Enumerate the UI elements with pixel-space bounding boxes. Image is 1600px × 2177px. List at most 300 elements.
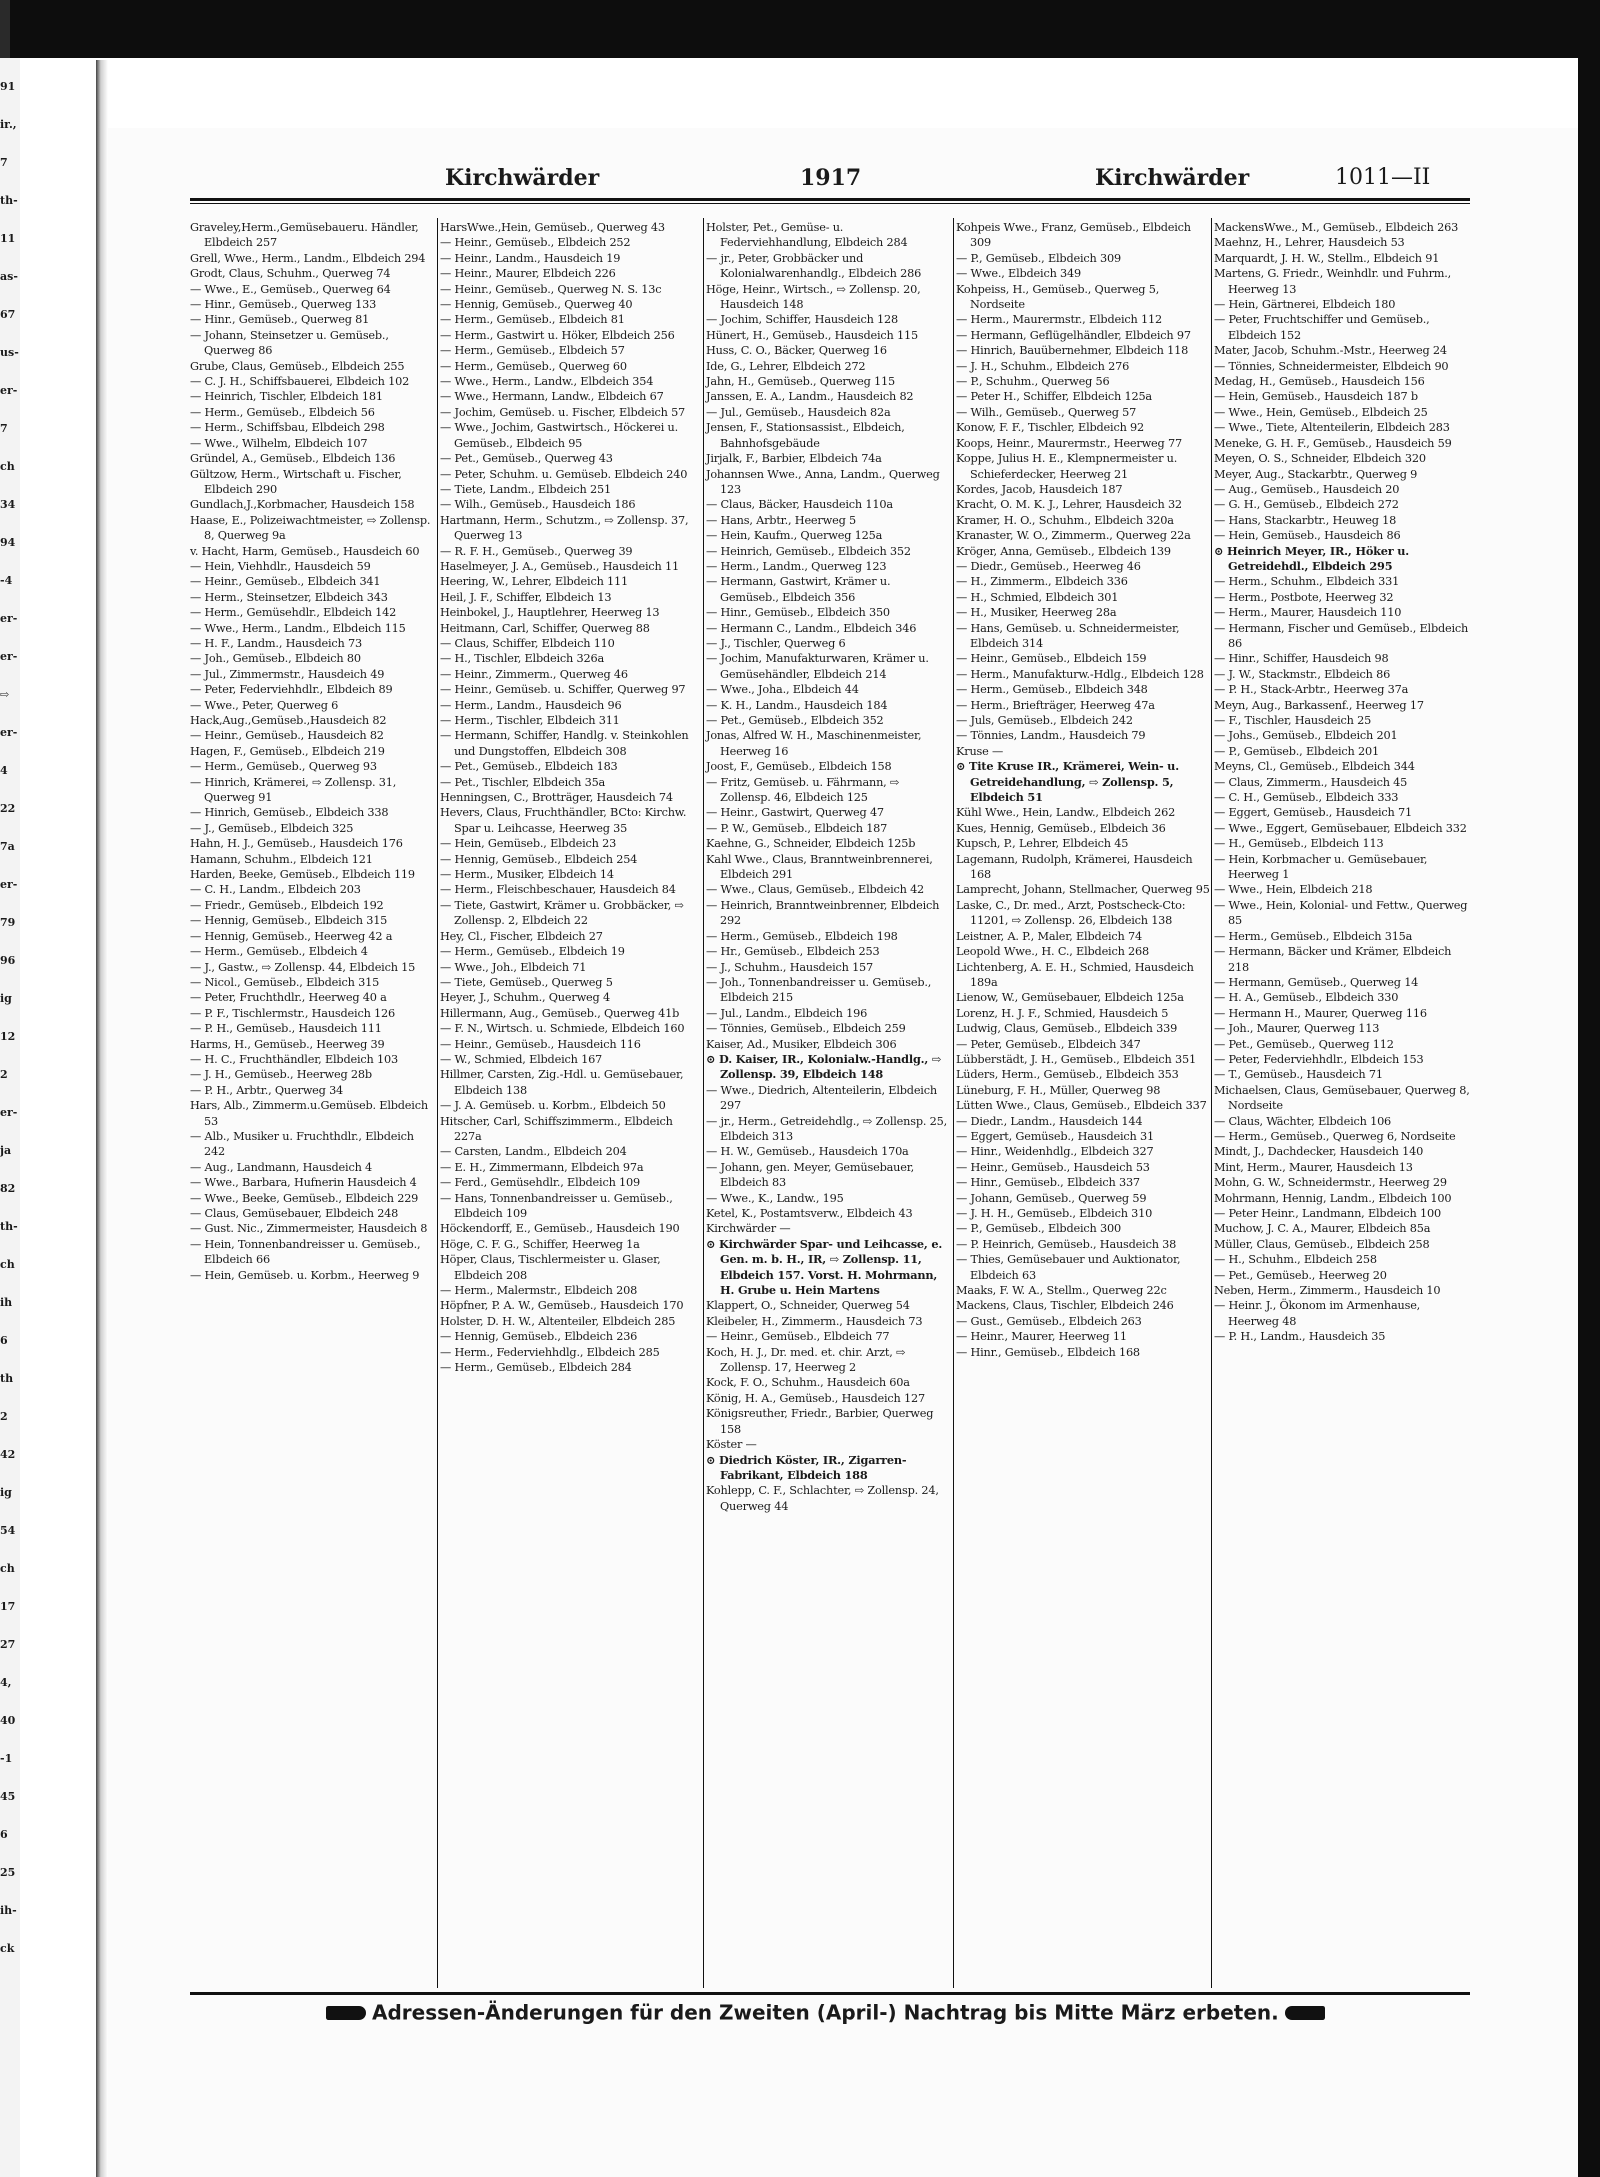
- directory-entry: Höpfner, P. A. W., Gemüseb., Hausdeich 170: [440, 1299, 684, 1313]
- header-rule-thin: [190, 203, 1470, 204]
- directory-entry: — Hinrich, Gemüseb., Elbdeich 338: [190, 806, 389, 820]
- directory-entry: — Jul., Landm., Elbdeich 196: [706, 1006, 868, 1020]
- directory-entry: — F. N., Wirtsch. u. Schmiede, Elbdeich 160: [440, 1022, 685, 1036]
- directory-entry: — Wwe., Herm., Landw., Elbdeich 354: [440, 375, 654, 389]
- directory-entry: Meneke, G. H. F., Gemüseb., Hausdeich 59: [1214, 436, 1452, 450]
- directory-entry: Lübberstädt, J. H., Gemüseb., Elbdeich 351: [956, 1052, 1196, 1066]
- directory-entry: Kruse —: [956, 744, 1004, 758]
- directory-column: [706, 220, 952, 1514]
- directory-entry: — Heinr., Maurer, Heerweg 11: [956, 1330, 1127, 1344]
- directory-entry: Neben, Herm., Zimmerm., Hausdeich 10: [1214, 1284, 1441, 1298]
- footer-rule: [190, 1992, 1470, 1995]
- directory-entry: — Heinr., Gemüseb., Hausdeich 53: [956, 1160, 1150, 1174]
- directory-entry: — Herm., Gemüseb., Elbdeich 57: [440, 344, 625, 358]
- directory-entry: Hahn, H. J., Gemüseb., Hausdeich 176: [190, 837, 403, 851]
- directory-entry: — Herm., Schiffsbau, Elbdeich 298: [190, 421, 385, 435]
- directory-entry: — K. H., Landm., Hausdeich 184: [706, 698, 888, 712]
- directory-entry: — J. H., Gemüseb., Heerweg 28b: [190, 1068, 372, 1082]
- directory-entry: Meyer, Aug., Stackarbtr., Querweg 9: [1214, 467, 1418, 481]
- directory-entry: Mint, Herm., Maurer, Hausdeich 13: [1214, 1160, 1413, 1174]
- previous-page-text: 82: [0, 1182, 16, 1195]
- directory-entry: — Herm., Gemüseb., Querweg 6, Nordseite: [1214, 1129, 1456, 1143]
- directory-entry: Hey, Cl., Fischer, Elbdeich 27: [440, 929, 603, 943]
- previous-page-text: 6: [0, 1828, 8, 1841]
- directory-entry: — Wilh., Gemüseb., Querweg 57: [956, 405, 1137, 419]
- previous-page-text: ch: [0, 460, 15, 473]
- directory-entry: — Herm., Landm., Querweg 123: [706, 559, 887, 573]
- column-divider: [703, 218, 704, 1988]
- page-number: 1011—II: [1335, 165, 1431, 190]
- directory-entry: Grell, Wwe., Herm., Landm., Elbdeich 294: [190, 251, 426, 265]
- previous-page-text: 2: [0, 1410, 8, 1423]
- directory-entry: Kranaster, W. O., Zimmerm., Querweg 22a: [956, 529, 1191, 543]
- previous-page-text: ⇨: [0, 688, 10, 701]
- directory-entry: Kühl Wwe., Hein, Landw., Elbdeich 262: [956, 806, 1176, 820]
- previous-page-text: ch: [0, 1562, 15, 1575]
- directory-entry: Kleibeler, H., Zimmerm., Hausdeich 73: [706, 1314, 923, 1328]
- directory-entry: — Wwe., Beeke, Gemüseb., Elbdeich 229: [190, 1191, 419, 1205]
- directory-entry: — Pet., Gemüseb., Elbdeich 352: [706, 714, 884, 727]
- previous-page-text: 45: [0, 1790, 16, 1803]
- directory-entry: Hagen, F., Gemüseb., Elbdeich 219: [190, 744, 385, 758]
- scan-border-top: [0, 0, 1600, 58]
- directory-entry: — H., Schuhm., Elbdeich 258: [1214, 1253, 1377, 1267]
- directory-entry: Maaks, F. W. A., Stellm., Querweg 22c: [956, 1284, 1167, 1298]
- directory-entry: — Herm., Gemüseb., Elbdeich 315a: [1214, 929, 1413, 943]
- directory-entry: — Hein, Kaufm., Querweg 125a: [706, 529, 883, 543]
- directory-entry: — Tiete, Gemüseb., Querweg 5: [440, 975, 613, 989]
- directory-entry: — H. W., Gemüseb., Hausdeich 170a: [706, 1145, 909, 1159]
- previous-page-text: th-: [0, 194, 18, 207]
- directory-entry: Grodt, Claus, Schuhm., Querweg 74: [190, 267, 391, 281]
- previous-page-text: 34: [0, 498, 16, 511]
- directory-entry: — Peter, Schuhm. u. Gemüseb. Elbdeich 240: [440, 467, 688, 481]
- directory-entry: — E. H., Zimmermann, Elbdeich 97a: [440, 1160, 644, 1174]
- directory-entry: — Juls, Gemüseb., Elbdeich 242: [956, 714, 1133, 727]
- directory-entry: Heering, W., Lehrer, Elbdeich 111: [440, 575, 629, 589]
- directory-entry: — Johann, gen. Meyer, Gemüsebauer, Elbdeich 83: [706, 1160, 915, 1190]
- directory-entry: — J. W., Stackmstr., Elbdeich 86: [1214, 667, 1391, 681]
- directory-entry: Höge, C. F. G., Schiffer, Heerweg 1a: [440, 1237, 640, 1251]
- directory-entry: Jonas, Alfred W. H., Maschinenmeister, Heerweg 16: [706, 729, 922, 758]
- directory-entry: — Diedr., Landm., Hausdeich 144: [956, 1114, 1143, 1128]
- column-divider: [1211, 218, 1212, 1988]
- directory-entry: — Johann, Gemüseb., Querweg 59: [956, 1191, 1147, 1205]
- previous-page-text: 17: [0, 1600, 16, 1613]
- directory-entry: Kohlepp, C. F., Schlachter, ⇨ Zollensp. 24, Querweg 44: [706, 1484, 939, 1513]
- footer-notice-text: Adressen-Änderungen für den Zweiten (April-) Nachtrag bis Mitte März erbeten.: [372, 2000, 1279, 2025]
- directory-entry: — Hr., Gemüseb., Elbdeich 253: [706, 945, 880, 959]
- directory-entry: — Wwe., Eggert, Gemüsebauer, Elbdeich 332: [1214, 821, 1467, 835]
- directory-entry: — Herm., Gemüseb., Elbdeich 198: [706, 929, 898, 943]
- directory-entry: — Hermann, Gemüseb., Querweg 14: [1214, 975, 1419, 989]
- directory-entry: — Tiete, Gastwirt, Krämer u. Grobbäcker, ⇨ Zollensp. 2, Elbdeich 22: [440, 898, 684, 928]
- scan-border-right: [1578, 0, 1600, 2177]
- directory-entry: — Hans, Stackarbtr., Heuweg 18: [1214, 513, 1397, 527]
- directory-entry: — J., Schuhm., Hausdeich 157: [706, 960, 874, 974]
- directory-entry: Hevers, Claus, Fruchthändler, BCto: Kirchw. Spar u. Leihcasse, Heerweg 35: [440, 806, 687, 835]
- book-gutter: [96, 60, 108, 2177]
- directory-entry: Holster, Pet., Gemüse- u. Federviehhandlung, Elbdeich 284: [706, 221, 908, 250]
- directory-entry: — Hein, Gärtnerei, Elbdeich 180: [1214, 298, 1396, 312]
- directory-entry: — Hermann H., Maurer, Querweg 116: [1214, 1006, 1427, 1020]
- directory-entry: — Hein, Tonnenbandreisser u. Gemüseb., Elbdeich 66: [190, 1237, 421, 1267]
- directory-entry: Lüneburg, F. H., Müller, Querweg 98: [956, 1083, 1161, 1097]
- directory-entry: — Wwe., Hein, Elbdeich 218: [1214, 883, 1373, 897]
- directory-entry: Höper, Claus, Tischlermeister u. Glaser, Elbdeich 208: [440, 1253, 661, 1282]
- directory-entry: Höckendorff, E., Gemüseb., Hausdeich 190: [440, 1222, 680, 1236]
- previous-page-text: ih: [0, 1296, 13, 1309]
- directory-entry: — Hennig, Gemüseb., Querweg 40: [440, 298, 633, 312]
- directory-entry: Lagemann, Rudolph, Krämerei, Hausdeich 168: [956, 852, 1193, 882]
- previous-page-text: ih-: [0, 1904, 17, 1917]
- directory-entry: — Peter, Fruchthdlr., Heerweg 40 a: [190, 991, 387, 1005]
- directory-entry: — Gust. Nic., Zimmermeister, Hausdeich 8: [190, 1222, 428, 1236]
- directory-entry: — Herm., Schuhm., Elbdeich 331: [1214, 575, 1400, 589]
- directory-entry: — Herm., Briefträger, Heerweg 47a: [956, 698, 1155, 712]
- previous-page-text: 67: [0, 308, 16, 321]
- directory-entry: — Jul., Zimmermstr., Hausdeich 49: [190, 667, 385, 681]
- directory-entry: — Hinr., Gemüseb., Elbdeich 168: [956, 1345, 1140, 1359]
- previous-page-text: 2: [0, 1068, 8, 1081]
- directory-entry: — Tiete, Landm., Elbdeich 251: [440, 482, 611, 496]
- directory-entry: — Herm., Gastwirt u. Höker, Elbdeich 256: [440, 328, 675, 342]
- directory-entry: ⊙ Kirchwärder Spar- und Leihcasse, e. Gen. m. b. H., IR, ⇨ Zollensp. 11, Elbdeich 157. Vorst. H. Mohrmann, H. Grube u. Hein Martens: [706, 1236, 943, 1298]
- running-year: 1917: [800, 165, 862, 191]
- directory-entry: — Wwe., Diedrich, Altenteilerin, Elbdeich 297: [706, 1083, 937, 1113]
- directory-entry: — Tönnies, Landm., Hausdeich 79: [956, 729, 1146, 743]
- directory-entry: — Herm., Gemüseb., Elbdeich 56: [190, 405, 375, 419]
- directory-entry: — Heinr., Zimmerm., Querweg 46: [440, 667, 628, 681]
- previous-page-text: -4: [0, 574, 13, 587]
- directory-entry: — H., Gemüseb., Elbdeich 113: [1214, 837, 1384, 851]
- directory-entry: — J., Gastw., ⇨ Zollensp. 44, Elbdeich 15: [190, 960, 416, 974]
- directory-column: [190, 220, 434, 1283]
- directory-entry: Lorenz, H. J. F., Schmied, Hausdeich 5: [956, 1006, 1169, 1020]
- directory-entry: — Jochim, Schiffer, Hausdeich 128: [706, 313, 899, 327]
- directory-entry: — R. F. H., Gemüseb., Querweg 39: [440, 544, 633, 558]
- previous-page-text: ja: [0, 1144, 12, 1157]
- directory-entry: — H., Schmied, Elbdeich 301: [956, 590, 1119, 604]
- directory-entry: — Eggert, Gemüseb., Hausdeich 71: [1214, 806, 1412, 820]
- directory-entry: Kirchwärder —: [706, 1222, 791, 1236]
- directory-entry: — Nicol., Gemüseb., Elbdeich 315: [190, 975, 380, 989]
- directory-entry: Königsreuther, Friedr., Barbier, Querweg 158: [706, 1407, 934, 1436]
- directory-entry: Ketel, K., Postamtsverw., Elbdeich 43: [706, 1207, 913, 1220]
- directory-entry: — P., Schuhm., Querweg 56: [956, 375, 1110, 389]
- previous-page-text: 40: [0, 1714, 16, 1727]
- directory-entry: Harden, Beeke, Gemüseb., Elbdeich 119: [190, 868, 415, 882]
- directory-entry: Koops, Heinr., Maurermstr., Heerweg 77: [956, 436, 1182, 450]
- directory-entry: Lamprecht, Johann, Stellmacher, Querweg 95: [956, 883, 1210, 897]
- directory-entry: Gundlach,J.,Korbmacher, Hausdeich 158: [190, 498, 415, 512]
- directory-entry: — Carsten, Landm., Elbdeich 204: [440, 1145, 627, 1159]
- directory-entry: — J. H. H., Gemüseb., Elbdeich 310: [956, 1207, 1153, 1220]
- directory-entry: — Jochim, Manufakturwaren, Krämer u. Gemüsehändler, Elbdeich 214: [706, 652, 929, 681]
- directory-entry: — Hinr., Weidenhdlg., Elbdeich 327: [956, 1145, 1154, 1159]
- directory-entry: — Fritz, Gemüseb. u. Fährmann, ⇨ Zollensp. 46, Elbdeich 125: [706, 775, 900, 805]
- directory-entry: — C. H., Gemüseb., Elbdeich 333: [1214, 791, 1399, 805]
- directory-entry: — Hein, Korbmacher u. Gemüsebauer, Heerweg 1: [1214, 852, 1428, 882]
- directory-entry: Grube, Claus, Gemüseb., Elbdeich 255: [190, 359, 405, 373]
- directory-entry: — jr., Herm., Getreidehdlg., ⇨ Zollensp. 25, Elbdeich 313: [706, 1114, 948, 1143]
- directory-entry: — Wwe., Tiete, Altenteilerin, Elbdeich 283: [1214, 421, 1450, 435]
- directory-entry: — Alb., Musiker u. Fruchthdlr., Elbdeich 242: [190, 1129, 414, 1159]
- directory-entry: — Hennig, Gemüseb., Elbdeich 254: [440, 852, 638, 866]
- directory-entry: — Wwe., Hein, Kolonial- und Fettw., Querweg 85: [1214, 898, 1468, 928]
- directory-entry: — Herm., Gemüseb., Elbdeich 4: [190, 945, 368, 959]
- directory-entry: — Joh., Gemüseb., Elbdeich 80: [190, 652, 361, 666]
- directory-entry: — Wwe., Joha., Elbdeich 44: [706, 683, 859, 697]
- directory-entry: Leistner, A. P., Maler, Elbdeich 74: [956, 929, 1142, 943]
- directory-entry: Johannsen Wwe., Anna, Landm., Querweg 123: [706, 467, 940, 496]
- directory-entry: — Pet., Gemüseb., Querweg 112: [1214, 1037, 1394, 1051]
- directory-entry: — P. H., Stack-Arbtr., Heerweg 37a: [1214, 683, 1409, 697]
- previous-page-text: 96: [0, 954, 16, 967]
- pointing-hand-icon: [326, 2006, 366, 2020]
- directory-entry: — Herm., Gemüseb., Elbdeich 284: [440, 1361, 632, 1375]
- directory-entry: — Joh., Maurer, Querweg 113: [1214, 1022, 1380, 1036]
- directory-entry: — Hermann, Schiffer, Handlg. v. Steinkohlen und Dungstoffen, Elbdeich 308: [440, 729, 689, 758]
- directory-entry: Jirjalk, F., Barbier, Elbdeich 74a: [706, 452, 882, 466]
- directory-entry: — Herm., Federviehhdlg., Elbdeich 285: [440, 1345, 660, 1359]
- previous-page-text: 12: [0, 1030, 16, 1043]
- directory-entry: Haase, E., Polizeiwachtmeister, ⇨ Zollensp. 8, Querweg 9a: [190, 513, 431, 543]
- directory-entry: Müller, Claus, Gemüseb., Elbdeich 258: [1214, 1237, 1430, 1251]
- previous-page-text: 94: [0, 536, 16, 549]
- directory-entry: — Thies, Gemüsebauer und Auktionator, Elbdeich 63: [956, 1253, 1181, 1282]
- directory-entry: — Herm., Gemüseb., Elbdeich 19: [440, 945, 625, 959]
- directory-entry: HarsWwe.,Hein, Gemüseb., Querweg 43: [440, 221, 665, 234]
- directory-entry: Meyen, O. S., Schneider, Elbdeich 320: [1214, 452, 1426, 466]
- directory-entry: MackensWwe., M., Gemüseb., Elbdeich 263: [1214, 221, 1459, 234]
- directory-entry: — H. A., Gemüseb., Elbdeich 330: [1214, 991, 1399, 1005]
- directory-entry: Kues, Hennig, Gemüseb., Elbdeich 36: [956, 821, 1166, 835]
- directory-entry: — H., Tischler, Elbdeich 326a: [440, 652, 605, 666]
- directory-entry: Hünert, H., Gemüseb., Hausdeich 115: [706, 328, 918, 342]
- directory-entry: — Wwe., Hermann, Landw., Elbdeich 67: [440, 390, 664, 404]
- directory-entry: ⊙ Diedrich Köster, IR., Zigarren-Fabrikant, Elbdeich 188: [706, 1452, 907, 1482]
- directory-entry: — Friedr., Gemüseb., Elbdeich 192: [190, 898, 384, 912]
- directory-entry: Hillmer, Carsten, Zig.-Hdl. u. Gemüsebauer, Elbdeich 138: [440, 1068, 684, 1097]
- previous-page-fragment: [0, 58, 20, 2177]
- directory-entry: — Hinr., Schiffer, Hausdeich 98: [1214, 652, 1389, 666]
- directory-entry: Kröger, Anna, Gemüseb., Elbdeich 139: [956, 544, 1171, 558]
- directory-entry: Marquardt, J. H. W., Stellm., Elbdeich 91: [1214, 251, 1440, 265]
- previous-page-text: 11: [0, 232, 16, 245]
- previous-page-text: 42: [0, 1448, 16, 1461]
- directory-entry: Martens, G. Friedr., Weinhdlr. und Fuhrm., Heerweg 13: [1214, 267, 1452, 296]
- directory-entry: — Heinrich, Branntweinbrenner, Elbdeich 292: [706, 898, 940, 928]
- directory-entry: — Hermann, Geflügelhändler, Elbdeich 97: [956, 328, 1191, 342]
- directory-entry: — Wwe., Barbara, Hufnerin Hausdeich 4: [190, 1176, 417, 1190]
- previous-page-text: as-: [0, 270, 18, 283]
- directory-entry: Koppe, Julius H. E., Klempnermeister u. Schieferdecker, Heerweg 21: [956, 452, 1178, 481]
- previous-page-text: ig: [0, 992, 12, 1005]
- directory-entry: Hars, Alb., Zimmerm.u.Gemüseb. Elbdeich 53: [190, 1099, 428, 1128]
- directory-entry: — P., Gemüseb., Elbdeich 300: [956, 1222, 1121, 1236]
- directory-entry: — Gust., Gemüseb., Elbdeich 263: [956, 1314, 1142, 1328]
- directory-entry: Mackens, Claus, Tischler, Elbdeich 246: [956, 1299, 1174, 1313]
- directory-entry: — Jochim, Gemüseb. u. Fischer, Elbdeich 57: [440, 405, 686, 419]
- directory-entry: Heitmann, Carl, Schiffer, Querweg 88: [440, 621, 650, 635]
- directory-entry: — H. F., Landm., Hausdeich 73: [190, 636, 362, 650]
- directory-entry: — Peter, Federviehhdlr., Elbdeich 153: [1214, 1052, 1424, 1066]
- directory-entry: — Herm., Gemüsehdlr., Elbdeich 142: [190, 606, 397, 620]
- directory-entry: — Hinr., Gemüseb., Querweg 133: [190, 298, 377, 312]
- directory-entry: — P. F., Tischlermstr., Hausdeich 126: [190, 1006, 396, 1020]
- directory-entry: — Jul., Gemüseb., Hausdeich 82a: [706, 405, 891, 419]
- column-divider: [437, 218, 438, 1988]
- directory-entry: — Heinrich, Gemüseb., Elbdeich 352: [706, 544, 911, 558]
- directory-entry: Köster —: [706, 1438, 757, 1452]
- directory-entry: Muchow, J. C. A., Maurer, Elbdeich 85a: [1214, 1222, 1431, 1236]
- directory-entry: — Heinr., Gemüseb., Elbdeich 341: [190, 575, 381, 589]
- directory-entry: Mohn, G. W., Schneidermstr., Heerweg 29: [1214, 1176, 1447, 1190]
- directory-entry: — Aug., Landmann, Hausdeich 4: [190, 1160, 373, 1174]
- directory-entry: Meyns, Cl., Gemüseb., Elbdeich 344: [1214, 760, 1415, 774]
- directory-entry: — Hinrich, Bauübernehmer, Elbdeich 118: [956, 344, 1189, 358]
- directory-entry: — Hein, Gemüseb., Elbdeich 23: [440, 837, 617, 851]
- directory-entry: Hack,Aug.,Gemüseb.,Hausdeich 82: [190, 714, 387, 727]
- directory-entry: v. Hacht, Harm, Gemüseb., Hausdeich 60: [190, 544, 420, 558]
- directory-entry: — H., Zimmerm., Elbdeich 336: [956, 575, 1128, 589]
- directory-entry: — Hinr., Gemüseb., Querweg 81: [190, 313, 370, 327]
- directory-entry: Klappert, O., Schneider, Querweg 54: [706, 1299, 910, 1313]
- directory-entry: Hartmann, Herm., Schutzm., ⇨ Zollensp. 37, Querweg 13: [440, 513, 689, 543]
- directory-entry: — Heinr., Maurer, Elbdeich 226: [440, 267, 616, 281]
- directory-entry: — Pet., Gemüseb., Heerweg 20: [1214, 1268, 1387, 1282]
- directory-entry: — jr., Peter, Grobbäcker und Kolonialwarenhandlg., Elbdeich 286: [706, 251, 922, 281]
- directory-column: [1214, 220, 1470, 1345]
- directory-entry: — Pet., Gemüseb., Elbdeich 183: [440, 760, 618, 774]
- directory-entry: — Hermann, Bäcker und Krämer, Elbdeich 218: [1214, 945, 1452, 974]
- directory-entry: — Herm., Gemüseb., Elbdeich 81: [440, 313, 625, 327]
- directory-entry: — Hennig, Gemüseb., Elbdeich 236: [440, 1330, 638, 1344]
- directory-entry: Lütten Wwe., Claus, Gemüseb., Elbdeich 337: [956, 1099, 1207, 1113]
- previous-page-text: 7a: [0, 840, 15, 853]
- previous-page-text: ck: [0, 1942, 15, 1955]
- directory-entry: — Hermann C., Landm., Elbdeich 346: [706, 621, 917, 635]
- directory-entry: — Heinr., Gemüseb., Elbdeich 252: [440, 236, 631, 250]
- directory-entry: — Claus, Gemüsebauer, Elbdeich 248: [190, 1207, 399, 1220]
- directory-entry: — Wwe., Joh., Elbdeich 71: [440, 960, 587, 974]
- directory-entry: — Wwe., Elbdeich 349: [956, 267, 1082, 281]
- directory-entry: — Peter, Gemüseb., Elbdeich 347: [956, 1037, 1141, 1051]
- directory-entry: — Tönnies, Gemüseb., Elbdeich 259: [706, 1022, 906, 1036]
- directory-entry: Joost, F., Gemüseb., Elbdeich 158: [706, 760, 892, 774]
- previous-page-text: 22: [0, 802, 16, 815]
- directory-entry: — Wwe., E., Gemüseb., Querweg 64: [190, 282, 391, 296]
- directory-entry: — Hinr., Gemüseb., Elbdeich 350: [706, 606, 890, 620]
- previous-page-text: 7: [0, 422, 8, 435]
- directory-entry: Lienow, W., Gemüsebauer, Elbdeich 125a: [956, 991, 1184, 1005]
- previous-page-text: 4: [0, 764, 8, 777]
- directory-entry: — Diedr., Gemüseb., Heerweg 46: [956, 559, 1141, 573]
- previous-page-text: ig: [0, 1486, 12, 1499]
- directory-entry: — Heinr. J., Ökonom im Armenhause, Heerweg 48: [1214, 1299, 1421, 1328]
- directory-entry: Gründel, A., Gemüseb., Elbdeich 136: [190, 452, 396, 466]
- directory-entry: — P. W., Gemüseb., Elbdeich 187: [706, 821, 888, 835]
- directory-entry: Kock, F. O., Schuhm., Hausdeich 60a: [706, 1376, 910, 1390]
- footer-notice: [320, 1999, 1350, 2025]
- directory-entry: — Heinrich, Tischler, Elbdeich 181: [190, 390, 383, 404]
- directory-entry: — Hans, Gemüseb. u. Schneidermeister, Elbdeich 314: [956, 621, 1180, 650]
- directory-entry: — T., Gemüseb., Hausdeich 71: [1214, 1068, 1383, 1082]
- directory-entry: — Pet., Tischler, Elbdeich 35a: [440, 775, 606, 789]
- directory-entry: — Herm., Steinsetzer, Elbdeich 343: [190, 590, 388, 604]
- directory-entry: — Wwe., Wilhelm, Elbdeich 107: [190, 436, 368, 450]
- directory-entry: Haselmeyer, J. A., Gemüseb., Hausdeich 11: [440, 559, 679, 573]
- directory-entry: Janssen, E. A., Landm., Hausdeich 82: [706, 390, 914, 404]
- directory-entry: ⊙ Heinrich Meyer, IR., Höker u. Getreidehdl., Elbdeich 295: [1214, 543, 1409, 573]
- previous-page-text: 7: [0, 156, 8, 169]
- directory-entry: Henningsen, C., Brotträger, Hausdeich 74: [440, 791, 673, 805]
- directory-entry: — Herm., Maurer, Hausdeich 110: [1214, 606, 1402, 620]
- directory-entry: — Heinr., Gemüseb., Elbdeich 159: [956, 652, 1147, 666]
- directory-entry: — Hennig, Gemüseb., Heerweg 42 a: [190, 929, 393, 943]
- directory-entry: — Herm., Malermstr., Elbdeich 208: [440, 1284, 638, 1298]
- directory-entry: — Herm., Landm., Hausdeich 96: [440, 698, 622, 712]
- directory-entry: Hitscher, Carl, Schiffszimmerm., Elbdeich 227a: [440, 1114, 673, 1143]
- directory-entry: — Herm., Maurermstr., Elbdeich 112: [956, 313, 1162, 327]
- directory-entry: — Heinr., Gemüseb., Hausdeich 116: [440, 1037, 641, 1051]
- previous-page-text: 79: [0, 916, 16, 929]
- directory-entry: Lichtenberg, A. E. H., Schmied, Hausdeich 189a: [956, 960, 1194, 989]
- directory-entry: Meyn, Aug., Barkassenf., Heerweg 17: [1214, 698, 1424, 712]
- directory-entry: ⊙ Tite Kruse IR., Krämerei, Wein- u. Getreidehandlung, ⇨ Zollensp. 5, Elbdeich 51: [956, 759, 1179, 805]
- directory-entry: — Hinr., Gemüseb., Elbdeich 337: [956, 1176, 1140, 1190]
- header-rule: [190, 198, 1470, 201]
- directory-entry: — Heinr., Gemüseb., Hausdeich 82: [190, 729, 384, 743]
- directory-entry: — Hans, Tonnenbandreisser u. Gemüseb., Elbdeich 109: [440, 1191, 673, 1220]
- directory-entry: Medag, H., Gemüseb., Hausdeich 156: [1214, 375, 1425, 389]
- previous-page-text: er-: [0, 612, 18, 625]
- directory-column: [440, 220, 702, 1375]
- directory-entry: Kaiser, Ad., Musiker, Elbdeich 306: [706, 1037, 897, 1051]
- directory-entry: — Herm., Gemüseb., Elbdeich 348: [956, 683, 1148, 697]
- directory-entry: — Claus, Schiffer, Elbdeich 110: [440, 636, 615, 650]
- directory-entry: Harms, H., Gemüseb., Heerweg 39: [190, 1037, 385, 1051]
- directory-entry: — Wwe., K., Landw., 195: [706, 1191, 844, 1205]
- directory-entry: Kohpeiss, H., Gemüseb., Querweg 5, Nordseite: [956, 282, 1160, 312]
- previous-page-text: er-: [0, 384, 18, 397]
- directory-entry: Kramer, H. O., Schuhm., Elbdeich 320a: [956, 513, 1174, 527]
- directory-entry: — P. H., Landm., Hausdeich 35: [1214, 1330, 1386, 1344]
- directory-entry: Kracht, O. M. K. J., Lehrer, Hausdeich 32: [956, 498, 1182, 512]
- directory-entry: Höge, Heinr., Wirtsch., ⇨ Zollensp. 20, Hausdeich 148: [706, 282, 921, 312]
- directory-entry: — P., Gemüseb., Elbdeich 309: [956, 251, 1121, 265]
- directory-entry: Maehnz, H., Lehrer, Hausdeich 53: [1214, 236, 1405, 250]
- directory-entry: Graveley,Herm.,Gemüsebaueru. Händler, Elbdeich 257: [190, 221, 419, 250]
- directory-entry: — Hein, Gemüseb., Hausdeich 86: [1214, 529, 1401, 543]
- directory-entry: Jensen, F., Stationsassist., Elbdeich, Bahnhofsgebäude: [706, 421, 905, 450]
- previous-page-text: 25: [0, 1866, 16, 1879]
- directory-entry: Holster, D. H. W., Altenteiler, Elbdeich 285: [440, 1314, 676, 1328]
- directory-entry: — Wilh., Gemüseb., Hausdeich 186: [440, 498, 636, 512]
- directory-entry: — G. H., Gemüseb., Elbdeich 272: [1214, 498, 1399, 512]
- directory-entry: — Herm., Fleischbeschauer, Hausdeich 84: [440, 883, 676, 897]
- directory-entry: Ludwig, Claus, Gemüseb., Elbdeich 339: [956, 1022, 1178, 1036]
- directory-entry: — Hermann, Fischer und Gemüseb., Elbdeich 86: [1214, 621, 1469, 650]
- directory-entry: ⊙ D. Kaiser, IR., Kolonialw.-Handlg., ⇨ Zollensp. 39, Elbdeich 148: [706, 1051, 942, 1082]
- directory-entry: — Johs., Gemüseb., Elbdeich 201: [1214, 729, 1398, 743]
- directory-entry: — C. H., Landm., Elbdeich 203: [190, 883, 361, 897]
- directory-entry: — Eggert, Gemüseb., Hausdeich 31: [956, 1129, 1154, 1143]
- directory-entry: — P., Gemüseb., Elbdeich 201: [1214, 744, 1379, 758]
- directory-entry: Michaelsen, Claus, Gemüsebauer, Querweg 8, Nordseite: [1214, 1083, 1470, 1113]
- directory-entry: — H., Musiker, Heerweg 28a: [956, 606, 1117, 620]
